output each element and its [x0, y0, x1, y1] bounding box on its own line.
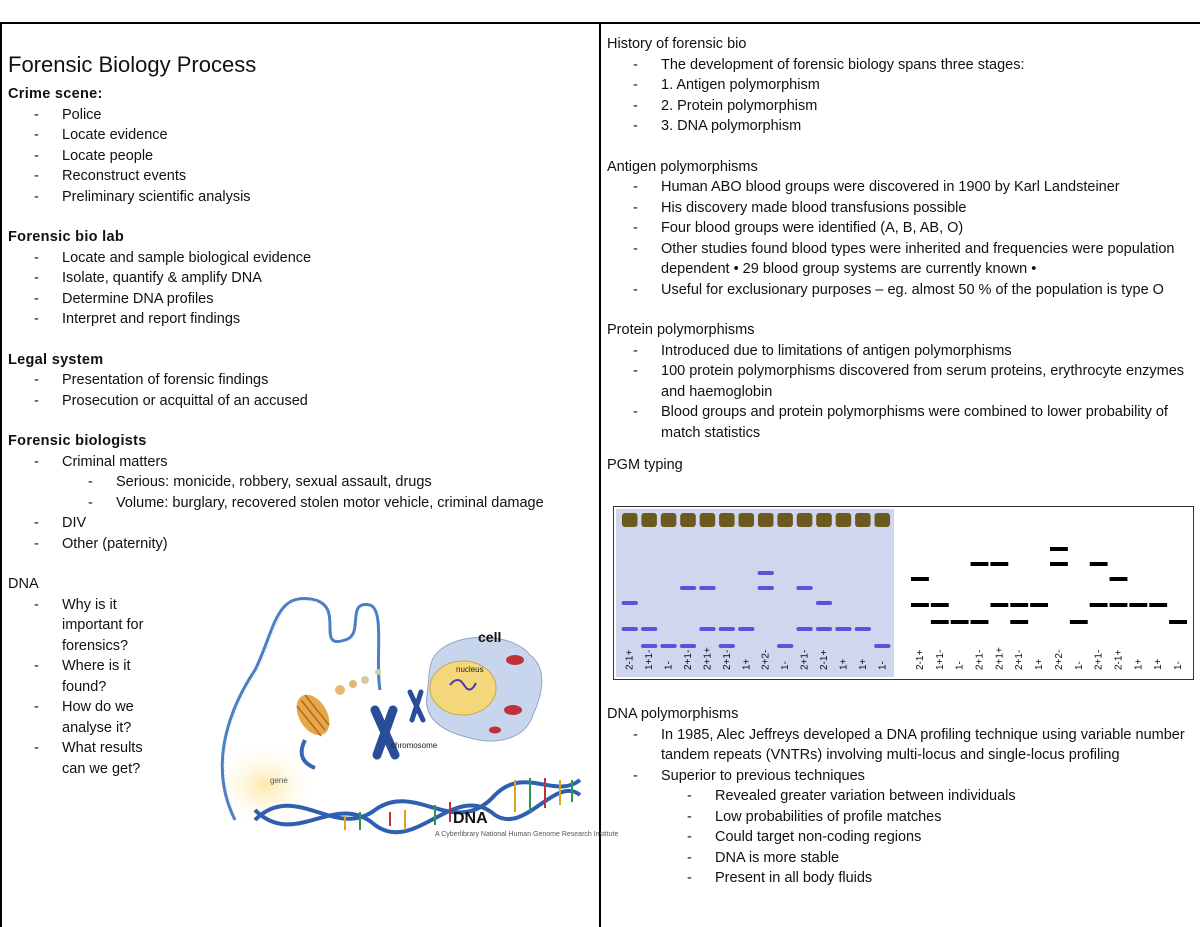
list-item: - Blood groups and protein polymorphisms were combined to lower probability of match statistics	[607, 402, 1197, 443]
gel-well	[680, 513, 696, 527]
gel-band	[777, 644, 793, 648]
criminal-matters-sublist	[8, 472, 593, 513]
gel-well	[719, 513, 735, 527]
schematic-band	[1050, 562, 1068, 566]
list-item	[8, 452, 593, 514]
list-item: - 100 protein polymorphisms discovered from serum proteins, erythrocyte enzymes and haemoglobin	[607, 361, 1197, 402]
gel-well	[739, 513, 755, 527]
schematic-band	[990, 562, 1008, 566]
section-heading-legal-system: Legal system	[8, 351, 104, 368]
section-heading-protein: Protein polymorphisms	[607, 322, 755, 338]
list-item: - Other (paternity)	[8, 534, 593, 555]
gel-well	[777, 513, 793, 527]
gel-band	[699, 586, 715, 590]
dna-polymorphisms-list	[607, 725, 1197, 889]
superior-sublist	[607, 786, 1197, 889]
dna-label: DNA	[453, 810, 488, 827]
dna-question-list	[8, 595, 168, 780]
schematic-band	[1050, 547, 1068, 551]
schematic-band	[931, 620, 949, 624]
list-item: - How do we analyse it?	[8, 697, 168, 738]
list-item: - Other studies found blood types were inherited and frequencies were population dependent • 29 blood group systems are currently known •	[607, 239, 1197, 280]
antigen-list	[607, 177, 1197, 300]
gel-well	[855, 513, 871, 527]
schematic-band	[1010, 603, 1028, 607]
gel-well	[758, 513, 774, 527]
list-item: - Locate and sample biological evidence	[8, 248, 593, 269]
gel-well	[836, 513, 852, 527]
gel-band	[641, 627, 657, 631]
gel-lane-label: 2-1+	[819, 649, 830, 670]
cell-label: cell	[478, 629, 502, 645]
schematic-lane-label: 2+1-	[1093, 649, 1105, 670]
schematic-lane-label: 2+1-	[1014, 649, 1026, 670]
list-item	[607, 766, 1197, 889]
schematic-band	[1110, 577, 1128, 581]
schematic-band	[911, 603, 929, 607]
sublist-item: - Could target non-coding regions	[607, 827, 1197, 848]
chromosome-label: chromosome	[391, 741, 438, 750]
schematic-lane-label: 1-	[954, 661, 966, 670]
schematic-lane-label: 1-	[1173, 661, 1185, 670]
sublist-item: - Low probabilities of profile matches	[607, 807, 1197, 828]
figure-credit: A Cyberlibrary National Human Genome Research Institute	[435, 831, 619, 838]
list-item: - Interpret and report findings	[8, 309, 593, 330]
gel-band	[680, 644, 696, 648]
gel-lane-label: 1+	[741, 658, 753, 670]
gel-well	[700, 513, 716, 527]
schematic-band	[1169, 620, 1187, 624]
section-heading-forensic-biologists: Forensic biologists	[8, 433, 147, 449]
list-item: - Presentation of forensic findings	[8, 370, 593, 391]
schematic-lane-label: 1+	[1133, 658, 1145, 670]
gel-lane-label: 1-	[780, 661, 792, 670]
gel-band	[738, 627, 754, 631]
schematic-lane-label: 2+1+	[994, 647, 1006, 670]
list-item: - Why is it important for forensics?	[8, 595, 168, 657]
right-column	[607, 26, 1197, 476]
pgm-gel-figure	[613, 506, 1194, 680]
section-heading-dna-polymorphisms: DNA polymorphisms	[607, 706, 739, 722]
list-item: - His discovery made blood transfusions possible	[607, 198, 1197, 219]
section-heading-crime-scene: Crime scene:	[8, 86, 103, 102]
sublist-item: - Serious: monicide, robbery, sexual assault, drugs	[8, 472, 593, 493]
schematic-lane-label: 2-1+	[914, 649, 926, 670]
forensic-biologists-list	[8, 452, 593, 555]
dna-polymorphisms-section	[607, 704, 1197, 889]
gel-band	[680, 586, 696, 590]
gel-lane-label: 1-	[663, 661, 675, 670]
gel-lane-label: 2+1-	[683, 649, 694, 670]
gel-well	[816, 513, 832, 527]
list-item: - Reconstruct events	[8, 166, 593, 187]
section-heading-antigen: Antigen polymorphisms	[607, 158, 758, 175]
list-item: - 1. Antigen polymorphism	[607, 75, 1197, 96]
list-item: - What results can we get?	[8, 738, 168, 779]
list-item: - DIV	[8, 513, 593, 534]
gel-lane-label: 1+	[857, 658, 869, 670]
nucleus-label: nucleus	[456, 665, 484, 674]
list-item: - Useful for exclusionary purposes – eg. almost 50 % of the population is type O	[607, 280, 1197, 301]
section-heading-dna: DNA	[8, 576, 39, 592]
left-column	[8, 26, 619, 838]
schematic-lane-label: 2-1+	[1113, 649, 1125, 670]
schematic-band	[1090, 603, 1108, 607]
gel-band	[796, 586, 812, 590]
gel-lane-label: 1-	[877, 661, 889, 670]
schematic-lane-label: 1-	[1073, 661, 1085, 670]
gel-band	[622, 601, 638, 605]
schematic-band	[1070, 620, 1088, 624]
gel-well	[641, 513, 657, 527]
gel-lane-label: 2+1-	[799, 649, 811, 670]
sublist-item: - Revealed greater variation between individuals	[607, 786, 1197, 807]
schematic-lane-label: 1+1-	[934, 649, 946, 670]
schematic-lane-label: 1+	[1034, 658, 1046, 670]
gel-well	[661, 513, 677, 527]
schematic-lane-label: 1+	[1153, 658, 1165, 670]
list-item: - Locate evidence	[8, 125, 593, 146]
list-item: - The development of forensic biology spans three stages:	[607, 55, 1197, 76]
gel-band	[816, 627, 832, 631]
gel-band	[855, 627, 871, 631]
gel-band	[719, 644, 735, 648]
schematic-band	[1110, 603, 1128, 607]
list-item: - Prosecution or acquittal of an accused	[8, 391, 593, 412]
schematic-band	[1030, 603, 1048, 607]
gel-lane-label: 2+1+	[702, 647, 714, 670]
column-divider	[599, 22, 601, 927]
list-item: - Determine DNA profiles	[8, 289, 593, 310]
left-border	[0, 22, 2, 927]
sublist-item: - Volume: burglary, recovered stolen motor vehicle, criminal damage	[8, 493, 593, 514]
schematic-lane-label: 2+2-	[1053, 649, 1065, 670]
list-item: - Police	[8, 105, 593, 126]
schematic-band	[951, 620, 969, 624]
crime-scene-list	[8, 105, 593, 208]
section-heading-history: History of forensic bio	[607, 36, 747, 52]
gel-well	[622, 513, 638, 527]
schematic-band	[1090, 562, 1108, 566]
gel-band	[699, 627, 715, 631]
sublist-item: - DNA is more stable	[607, 848, 1197, 869]
gel-band	[622, 627, 638, 631]
gel-lane-label: 2+2-	[760, 649, 772, 670]
gel-well	[875, 513, 891, 527]
gel-band	[719, 627, 735, 631]
cell-shape	[427, 637, 542, 741]
gel-band	[835, 627, 851, 631]
list-item: - 3. DNA polymorphism	[607, 116, 1197, 137]
section-heading-forensic-bio-lab: Forensic bio lab	[8, 229, 124, 245]
gel-lane-label: 2+1-	[721, 649, 733, 670]
history-list	[607, 55, 1197, 137]
gel-lane-label: 2-1+	[624, 649, 636, 670]
list-item-label: Criminal matters	[62, 453, 168, 470]
section-heading-pgm: PGM typing	[607, 457, 683, 473]
protein-list	[607, 341, 1197, 444]
schematic-lane-label: 2+1-	[974, 649, 986, 670]
gel-band	[758, 586, 774, 590]
page-title: Forensic Biology Process	[8, 52, 257, 77]
schematic-band	[1149, 603, 1167, 607]
schematic-band	[1129, 603, 1147, 607]
list-item-label: Superior to previous techniques	[661, 767, 865, 784]
schematic-band	[931, 603, 949, 607]
gel-band	[796, 627, 812, 631]
sublist-item: - Present in all body fluids	[607, 868, 1197, 889]
gel-lane-label: 1+	[838, 658, 850, 670]
schematic-band	[971, 562, 989, 566]
list-item: - Preliminary scientific analysis	[8, 187, 593, 208]
gel-photo-background	[616, 509, 894, 677]
list-item: - Isolate, quantify & amplify DNA	[8, 268, 593, 289]
gel-band	[660, 644, 676, 648]
gel-band	[641, 644, 657, 648]
gel-lane-label: 1+1-	[644, 649, 656, 670]
schematic-band	[971, 620, 989, 624]
list-item: - In 1985, Alec Jeffreys developed a DNA profiling technique using variable number tandem repeats (VNTRs) involving multi-locus and single-locus profiling	[607, 725, 1197, 766]
gene-label: gene	[270, 776, 288, 785]
gel-band	[874, 644, 890, 648]
pgm-gel-svg	[614, 507, 1193, 679]
schematic-band	[1010, 620, 1028, 624]
list-item: - Locate people	[8, 146, 593, 167]
list-item: - Introduced due to limitations of antigen polymorphisms	[607, 341, 1197, 362]
list-item: - Human ABO blood groups were discovered in 1900 by Karl Landsteiner	[607, 177, 1197, 198]
list-item: - Where is it found?	[8, 656, 168, 697]
dna-section	[8, 574, 619, 838]
gel-band	[816, 601, 832, 605]
gel-well	[797, 513, 813, 527]
gel-band	[758, 571, 774, 575]
list-item: - 2. Protein polymorphism	[607, 96, 1197, 117]
schematic-band	[911, 577, 929, 581]
legal-system-list	[8, 370, 593, 411]
list-item: - Four blood groups were identified (A, B, AB, O)	[607, 218, 1197, 239]
forensic-bio-lab-list	[8, 248, 593, 330]
schematic-band	[990, 603, 1008, 607]
dna-cell-illustration	[195, 580, 619, 855]
